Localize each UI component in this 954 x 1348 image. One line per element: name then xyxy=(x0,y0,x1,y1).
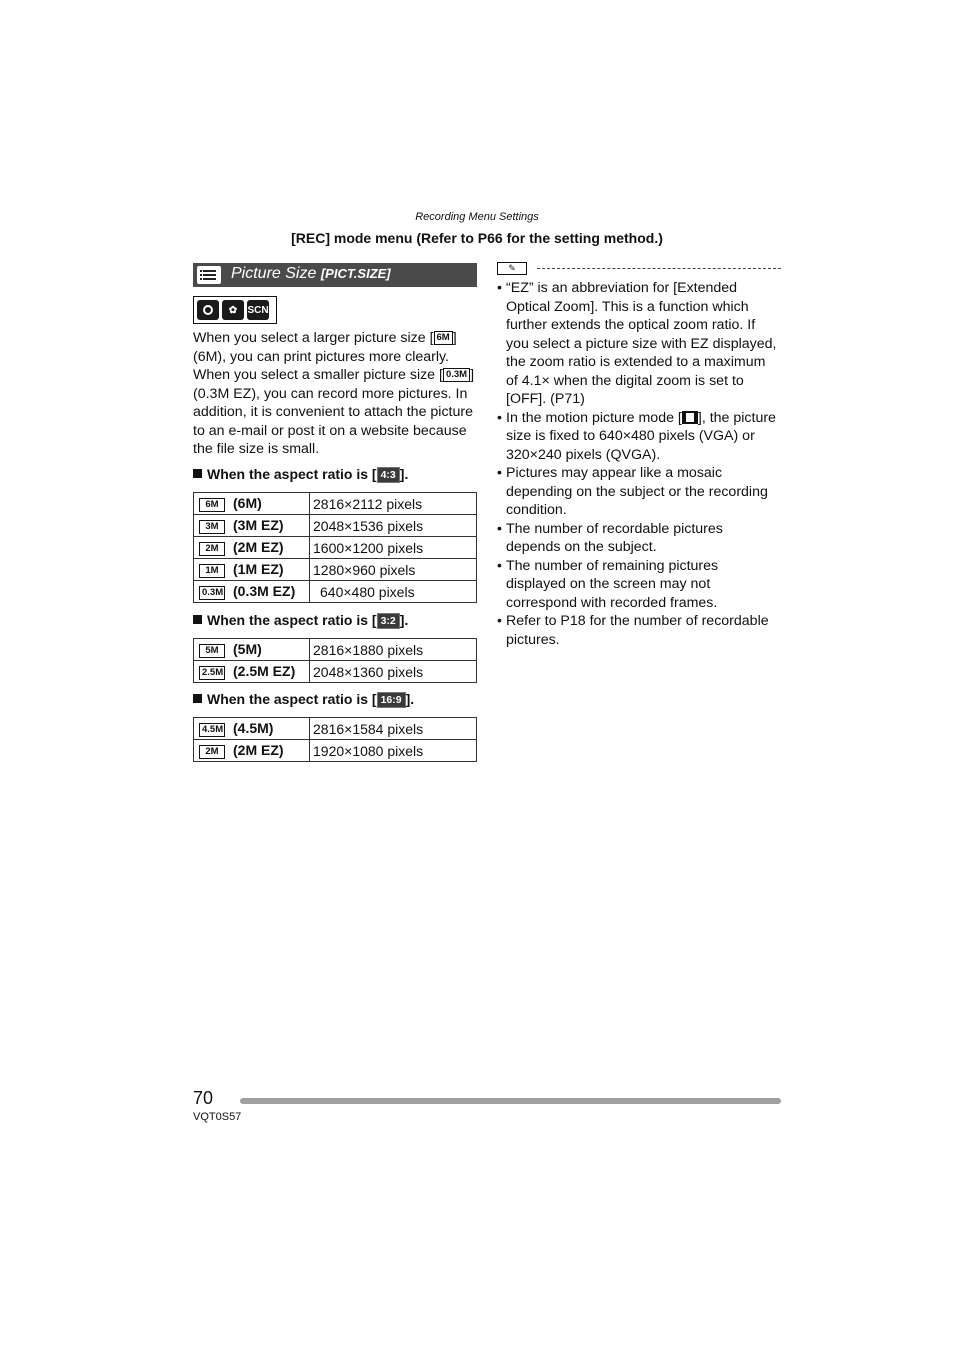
document-code: VQT0S57 xyxy=(193,1111,242,1123)
table-row: 2.5M (2.5M EZ) 2048×1360 pixels xyxy=(194,661,477,683)
aspect-ratio-heading-4-3: When the aspect ratio is [ 4:3 ]. xyxy=(193,466,477,483)
square-bullet-icon xyxy=(193,694,202,703)
note-header xyxy=(497,262,781,276)
list-item: • In the motion picture mode [ ], the picture size is fixed to 640×480 pixels (VGA) or 320×240 pixels (QVGA). xyxy=(497,409,776,463)
picture-size-icon: 5M xyxy=(199,644,225,658)
picture-size-table-16-9 xyxy=(193,717,477,762)
table-row: 1M (1M EZ) 1280×960 pixels xyxy=(194,559,477,581)
note-pencil-icon: ✎ xyxy=(497,262,527,275)
table-row: 5M (5M) 2816×1880 pixels xyxy=(194,639,477,661)
aspect-ratio-icon: 3:2 xyxy=(377,613,400,629)
table-row: 6M (6M) 2816×2112 pixels xyxy=(194,493,477,515)
footer-rule xyxy=(240,1098,781,1104)
page-heading: [REC] mode menu (Refer to P66 for the setting method.) xyxy=(291,230,663,246)
picture-size-table-3-2 xyxy=(193,638,477,683)
picture-size-icon: 1M xyxy=(199,564,225,578)
list-item: • Refer to P18 for the number of recordable pictures. xyxy=(497,613,769,648)
section-title-bar xyxy=(193,263,477,287)
table-row: 2M (2M EZ) 1600×1200 pixels xyxy=(194,537,477,559)
square-bullet-icon xyxy=(193,615,202,624)
picture-size-0.3m-icon: 0.3M xyxy=(443,368,470,382)
picture-size-icon: 2.5M xyxy=(199,666,225,680)
picture-size-table-4-3 xyxy=(193,492,477,603)
list-item: • “EZ” is an abbreviation for [Extended Optical Zoom]. This is a function which further extends the optical zoom ratio. If you select a picture size with EZ displayed, the zoom ratio is extended to a maximum of 4.1× when the digital zoom is set to [OFF]. (P71) xyxy=(497,280,777,407)
macro-mode-icon: ✿ xyxy=(222,300,244,320)
scene-mode-icon: SCN xyxy=(247,300,269,320)
section-title-text: Picture Size xyxy=(231,265,317,282)
dashed-divider xyxy=(537,268,781,269)
normal-picture-mode-icon xyxy=(197,300,219,320)
list-item: • The number of recordable pictures depends on the subject. xyxy=(497,520,723,555)
picture-size-6m-icon: 6M xyxy=(434,331,453,345)
aspect-ratio-heading-3-2: When the aspect ratio is [ 3:2 ]. xyxy=(193,612,477,629)
picture-size-icon: 6M xyxy=(199,498,225,512)
table-row: 3M (3M EZ) 2048×1536 pixels xyxy=(194,515,477,537)
motion-picture-mode-icon xyxy=(682,411,698,424)
aspect-ratio-icon: 16:9 xyxy=(377,692,406,708)
list-item: • The number of remaining pictures displayed on the screen may not correspond with recorded frames. xyxy=(497,557,719,611)
picture-size-icon: 2M xyxy=(199,542,225,556)
mode-icons xyxy=(193,296,277,324)
menu-list-icon xyxy=(197,266,221,284)
square-bullet-icon xyxy=(193,469,202,478)
running-header: Recording Menu Settings xyxy=(415,211,539,223)
list-item: • Pictures may appear like a mosaic depending on the subject or the recording condition. xyxy=(497,465,768,518)
notes-list xyxy=(497,279,781,649)
picture-size-icon: 0.3M xyxy=(199,586,225,600)
picture-size-icon: 3M xyxy=(199,520,225,534)
picture-size-icon: 4.5M xyxy=(199,723,225,737)
aspect-ratio-heading-16-9: When the aspect ratio is [ 16:9 ]. xyxy=(193,691,477,708)
section-title xyxy=(231,265,391,283)
aspect-ratio-icon: 4:3 xyxy=(377,467,400,483)
section-subtitle: [PICT.SIZE] xyxy=(320,266,391,281)
intro-paragraph: When you select a larger picture size [ 6M ] (6M), you can print pictures more clearly. When you select a smaller picture size [ 0.3M ] (0.3M EZ), you can record more pictures. In addition, it is convenient to attach the picture to an e-mail or post it on a website because the file size is small. xyxy=(193,330,475,457)
table-row: 2M (2M EZ) 1920×1080 pixels xyxy=(194,740,477,762)
picture-size-icon: 2M xyxy=(199,745,225,759)
page-number: 70 xyxy=(193,1088,214,1108)
table-row: 0.3M (0.3M EZ) 640×480 pixels xyxy=(194,581,477,603)
table-row: 4.5M (4.5M) 2816×1584 pixels xyxy=(194,718,477,740)
